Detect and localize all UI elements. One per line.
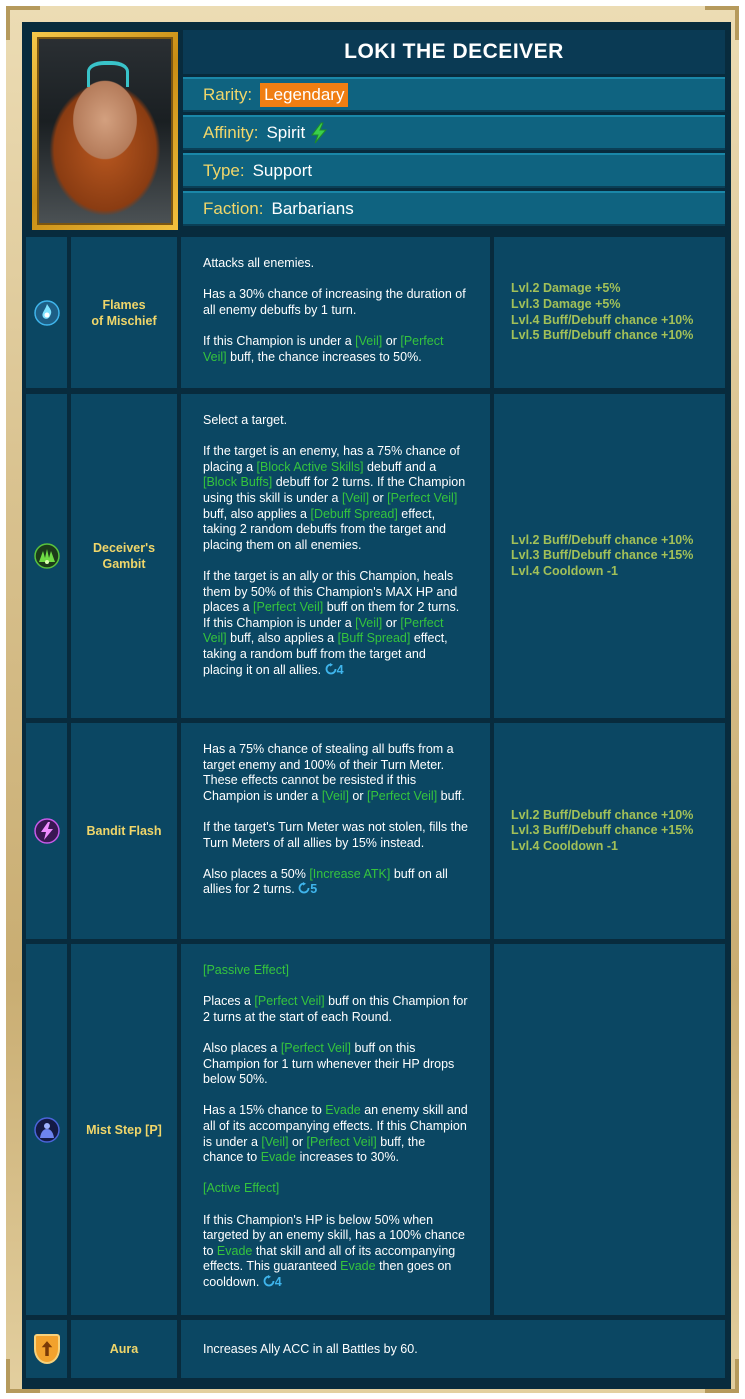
faction-row (183, 191, 725, 226)
perfect-veil-keyword: [Perfect Veil] (203, 333, 444, 364)
description-text: Attacks all enemies. (203, 256, 315, 270)
upgrade-line: Lvl.2 Buff/Debuff chance +10% (511, 532, 694, 547)
perfect-veil-keyword: [Perfect Veil] (254, 994, 325, 1009)
description-text: Also places a [Perfect Veil] buff on this Champion for 1 turn whenever their HP drops below 50%. (203, 1040, 455, 1087)
champion-portrait-frame (32, 32, 178, 230)
perfect-veil-keyword: [Perfect Veil] (306, 1134, 377, 1149)
spirit-lightning-icon (309, 122, 329, 144)
upgrade-line: Lvl.3 Buff/Debuff chance +15% (511, 548, 694, 563)
description-text: Also places a 50% [Increase ATK] buff on all allies for 2 turns. 5 (203, 866, 448, 897)
perfect-veil-keyword: [Perfect Veil] (367, 788, 438, 803)
upgrade-line: Lvl.4 Cooldown -1 (511, 838, 618, 853)
description-text: Has a 75% chance of stealing all buffs from a target enemy and 100% of their Turn Meter. These effects cannot be resisted if this Champion is under a [Veil] or [Perfect Veil] buff. (203, 742, 465, 803)
veil-keyword: [Veil] (341, 490, 370, 505)
cooldown-value: 4 (336, 662, 344, 677)
aura-icon-cell (26, 1320, 67, 1378)
champion-card (22, 22, 731, 1389)
card-frame (6, 6, 739, 1393)
cooldown-value: 5 (310, 882, 318, 897)
upgrade-line: Lvl.5 Buff/Debuff chance +10% (511, 328, 694, 343)
upgrade-line: Lvl.3 Damage +5% (511, 296, 621, 311)
skill-description (181, 394, 490, 718)
block-buffs-keyword: [Block Buffs] (203, 475, 273, 490)
active-effect-heading: [Active Effect] (203, 1181, 280, 1196)
description-text: Has a 30% chance of increasing the duration of all enemy debuffs by 1 turn. (203, 287, 466, 317)
skill-description (181, 237, 490, 388)
rarity-row (183, 77, 725, 112)
cooldown-indicator (263, 1275, 282, 1289)
description-text: If the target's Turn Meter was not stolen, fills the Turn Meters of all allies by 15% instead. (203, 819, 469, 850)
champion-portrait (37, 37, 173, 225)
cooldown-indicator (325, 663, 344, 677)
description-text: If the target is an ally or this Champion, heals them by 50% of this Champion's MAX HP and places a [Perfect Veil] buff on them for 2 turns. If this Champion is under a [Veil] or [Perfect Veil] buff, also applies a [Buff Spread] effect, taking a random buff from the target and placing it on all allies. 4 (203, 568, 460, 677)
affinity-row (183, 115, 725, 150)
upgrade-line: Lvl.2 Damage +5% (511, 281, 621, 296)
aura-icon[interactable] (34, 1334, 60, 1364)
upgrade-line: Lvl.4 Buff/Debuff chance +10% (511, 312, 694, 327)
cooldown-value: 4 (274, 1274, 282, 1289)
perfect-veil-keyword: [Perfect Veil] (253, 600, 324, 615)
description-text: If this Champion is under a [Veil] or [Perfect Veil] buff, the chance increases to 50%. (203, 333, 444, 364)
increase-atk-keyword: [Increase ATK] (309, 866, 391, 881)
upgrade-line: Lvl.3 Buff/Debuff chance +15% (511, 823, 694, 838)
skill-upgrades (494, 723, 725, 939)
buff-spread-keyword: [Buff Spread] (337, 631, 411, 646)
evade-keyword: Evade (325, 1103, 361, 1118)
skill-icon-cell (26, 394, 67, 718)
skill-name-bandit-flash: Bandit Flash (71, 723, 177, 939)
description-text: Places a [Perfect Veil] buff on this Champion for 2 turns at the start of each Round. (203, 994, 468, 1024)
skill-icon-cell (26, 723, 67, 939)
perfect-veil-keyword: [Perfect Veil] (203, 615, 444, 646)
passive-effect-heading: [Passive Effect] (203, 963, 289, 977)
block-active-skills-keyword: [Block Active Skills] (256, 459, 364, 474)
cooldown-icon (325, 663, 337, 675)
aura-name: Aura (71, 1320, 177, 1378)
mist-step-icon[interactable] (34, 1117, 60, 1143)
skill-description (181, 723, 490, 939)
rarity-badge: Legendary (260, 83, 348, 107)
debuff-spread-keyword: [Debuff Spread] (310, 506, 398, 521)
skill-icon-cell (26, 237, 67, 388)
description-text: If this Champion's HP is below 50% when targeted by an enemy skill, has a 100% chance to Evade that skill and all of its accompanying effects. This guaranteed Evade then goes on cooldown. 4 (203, 1212, 465, 1289)
aura-arrow-icon (40, 1340, 54, 1358)
type-value: Support (252, 160, 313, 180)
evade-keyword: Evade (260, 1150, 297, 1165)
skill-name-flames-of-mischief: Flames of Mischief (71, 237, 177, 388)
bandit-flash-icon[interactable] (34, 818, 60, 844)
rarity-label: Rarity: (203, 84, 253, 104)
skill-upgrades (494, 394, 725, 718)
perfect-veil-keyword: [Perfect Veil] (280, 1040, 352, 1055)
flames-of-mischief-icon[interactable] (34, 300, 60, 326)
affinity-value: Spirit (266, 122, 306, 142)
crown-icon (87, 61, 130, 87)
type-label: Type: (203, 160, 245, 180)
type-row (183, 153, 725, 188)
aura-description: Increases Ally ACC in all Battles by 60. (181, 1320, 725, 1378)
veil-keyword: [Veil] (355, 615, 383, 630)
skill-upgrades-empty (494, 944, 725, 1315)
champion-name: LOKI THE DECEIVER (183, 30, 725, 74)
description-text: Has a 15% chance to Evade an enemy skill and all of its accompanying effects. If this Champion is under a [Veil] or [Perfect Veil] buff, the chance to Evade increases to 30%. (203, 1103, 468, 1165)
cooldown-icon (298, 882, 310, 894)
upgrade-line: Lvl.2 Buff/Debuff chance +10% (511, 807, 694, 822)
veil-keyword: [Veil] (321, 788, 349, 803)
evade-keyword: Evade (216, 1243, 253, 1258)
skill-name-mist-step: Mist Step [P] (71, 944, 177, 1315)
evade-keyword: Evade (340, 1259, 376, 1274)
faction-value: Barbarians (271, 198, 354, 218)
description-text: Select a target. (203, 413, 288, 427)
description-text: If the target is an enemy, has a 75% chance of placing a [Block Active Skills] debuff and a [Block Buffs] debuff for 2 turns. If the Champion using this skill is under a [Veil] or [Perfect Veil] buff, also applies a [Debuff Spread] effect, taking 2 random debuffs from the target and placing them on all enemies. (203, 444, 466, 552)
deceivers-gambit-icon[interactable] (34, 543, 60, 569)
upgrade-line: Lvl.4 Cooldown -1 (511, 563, 618, 578)
skill-description (181, 944, 490, 1315)
cooldown-icon (263, 1275, 275, 1287)
skill-name-deceivers-gambit: Deceiver's Gambit (71, 394, 177, 718)
affinity-label: Affinity: (203, 122, 259, 142)
perfect-veil-keyword: [Perfect Veil] (387, 490, 458, 505)
veil-keyword: [Veil] (261, 1134, 289, 1149)
cooldown-indicator (298, 882, 317, 896)
skill-upgrades (494, 237, 725, 388)
veil-keyword: [Veil] (355, 333, 383, 348)
skill-icon-cell (26, 944, 67, 1315)
faction-label: Faction: (203, 198, 264, 218)
